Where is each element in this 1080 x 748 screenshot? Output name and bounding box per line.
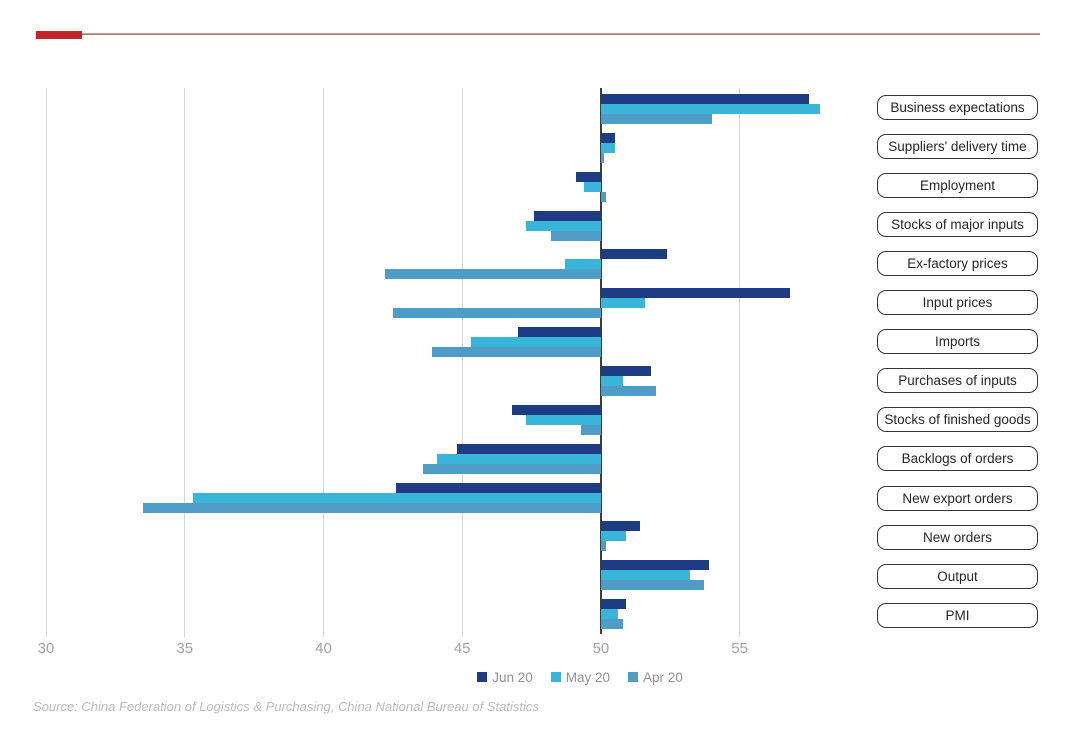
category-label-text: Ex-factory prices [907,256,1008,272]
bar-jun-20-employment [576,172,601,182]
bar-may-20-stocks-of-major-inputs [526,221,601,231]
category-label-pmi[interactable] [877,603,1038,628]
bar-jun-20-pmi [601,599,626,609]
category-label-text: Output [937,568,978,584]
bar-may-20-new-orders [601,531,626,541]
bar-apr-20-suppliers-delivery-time [601,153,604,163]
chart-legend [250,668,910,686]
category-label-output[interactable] [877,564,1038,589]
bar-may-20-employment [584,182,601,192]
bar-apr-20-output [601,580,704,590]
category-label-text: New orders [922,529,993,545]
gridline-40 [323,88,324,637]
category-label-text: Backlogs of orders [901,451,1014,467]
category-label-text: Imports [934,334,980,350]
bar-jun-20-new-orders [601,521,640,531]
category-label-text: Stocks of finished goods [884,412,1031,428]
bar-may-20-imports [471,337,601,347]
category-label-stocks-of-major-inputs[interactable] [877,212,1038,237]
legend-swatch-icon [477,672,487,682]
category-label-text: New export orders [902,490,1013,506]
category-label-text: Input prices [922,295,993,311]
source-note: Source: China Federation of Logistics & Purchasing, China National Bureau of Statistics [33,699,539,714]
category-label-text: Employment [919,178,996,194]
category-label-new-orders[interactable] [877,525,1038,550]
category-label-purchases-of-inputs[interactable] [877,368,1038,393]
category-label-text: PMI [945,607,970,623]
legend-label: Apr 20 [643,669,683,685]
category-label-text: Purchases of inputs [898,373,1017,389]
bar-apr-20-input-prices [393,308,601,318]
gridline-45 [462,88,463,637]
bar-jun-20-output [601,560,709,570]
category-label-text: Stocks of major inputs [891,217,1024,233]
bar-jun-20-business-expectations [601,94,809,104]
bar-apr-20-purchases-of-inputs [601,386,656,396]
legend-label: May 20 [565,669,611,685]
tick-label-40: 40 [315,640,332,657]
category-label-text: Suppliers' delivery time [888,139,1027,155]
legend-item-apr-20 [628,670,683,685]
bar-apr-20-pmi [601,619,623,629]
category-label-text: Business expectations [890,100,1025,115]
bar-apr-20-employment [601,192,607,202]
bar-may-20-new-export-orders [193,493,601,503]
tick-label-45: 45 [453,640,471,657]
bar-jun-20-stocks-of-major-inputs [534,211,601,221]
bar-apr-20-new-export-orders [143,503,601,513]
bar-may-20-input-prices [601,298,645,308]
bar-jun-20-new-export-orders [396,483,601,493]
bar-may-20-output [601,570,690,580]
bar-apr-20-ex-factory-prices [385,269,601,279]
category-label-employment[interactable] [877,173,1038,198]
bar-apr-20-new-orders [601,541,607,551]
category-label-backlogs-of-orders[interactable] [877,446,1038,471]
bar-may-20-purchases-of-inputs [601,376,623,386]
bar-apr-20-stocks-of-finished-goods [581,425,600,435]
bar-may-20-suppliers-delivery-time [601,143,615,153]
bar-jun-20-imports [518,327,601,337]
bar-apr-20-business-expectations [601,114,712,124]
bar-jun-20-stocks-of-finished-goods [512,405,601,415]
tick-label-55: 55 [731,640,748,657]
bar-apr-20-stocks-of-major-inputs [551,231,601,241]
bar-may-20-ex-factory-prices [565,259,601,269]
gridline-30 [46,88,47,637]
bar-may-20-business-expectations [601,104,820,114]
bar-may-20-pmi [601,609,618,619]
category-label-imports[interactable] [877,329,1038,354]
legend-item-may-20 [551,670,610,685]
category-label-suppliers-delivery-time[interactable] [877,134,1038,159]
bar-jun-20-ex-factory-prices [601,249,668,259]
bar-jun-20-input-prices [601,288,790,298]
baseline-50 [600,88,602,634]
legend-label: Jun 20 [492,669,533,685]
bar-jun-20-suppliers-delivery-time [601,133,615,143]
gridline-35 [184,88,185,637]
bar-may-20-backlogs-of-orders [437,454,601,464]
category-label-stocks-of-finished-goods[interactable] [877,407,1038,432]
gridline-55 [739,88,740,637]
category-label-business-expectations[interactable] [877,95,1038,120]
bar-may-20-stocks-of-finished-goods [526,415,601,425]
legend-swatch-icon [628,672,638,682]
bar-apr-20-backlogs-of-orders [423,464,601,474]
category-label-input-prices[interactable] [877,290,1038,315]
category-label-ex-factory-prices[interactable] [877,251,1038,276]
bar-jun-20-purchases-of-inputs [601,366,651,376]
tick-label-30: 30 [37,640,55,657]
category-label-new-export-orders[interactable] [877,486,1038,511]
tick-label-50: 50 [592,640,610,657]
bar-apr-20-imports [432,347,601,357]
legend-swatch-icon [551,672,561,682]
bar-jun-20-backlogs-of-orders [457,444,601,454]
tick-label-35: 35 [176,640,194,657]
legend-item-jun-20 [477,670,533,685]
